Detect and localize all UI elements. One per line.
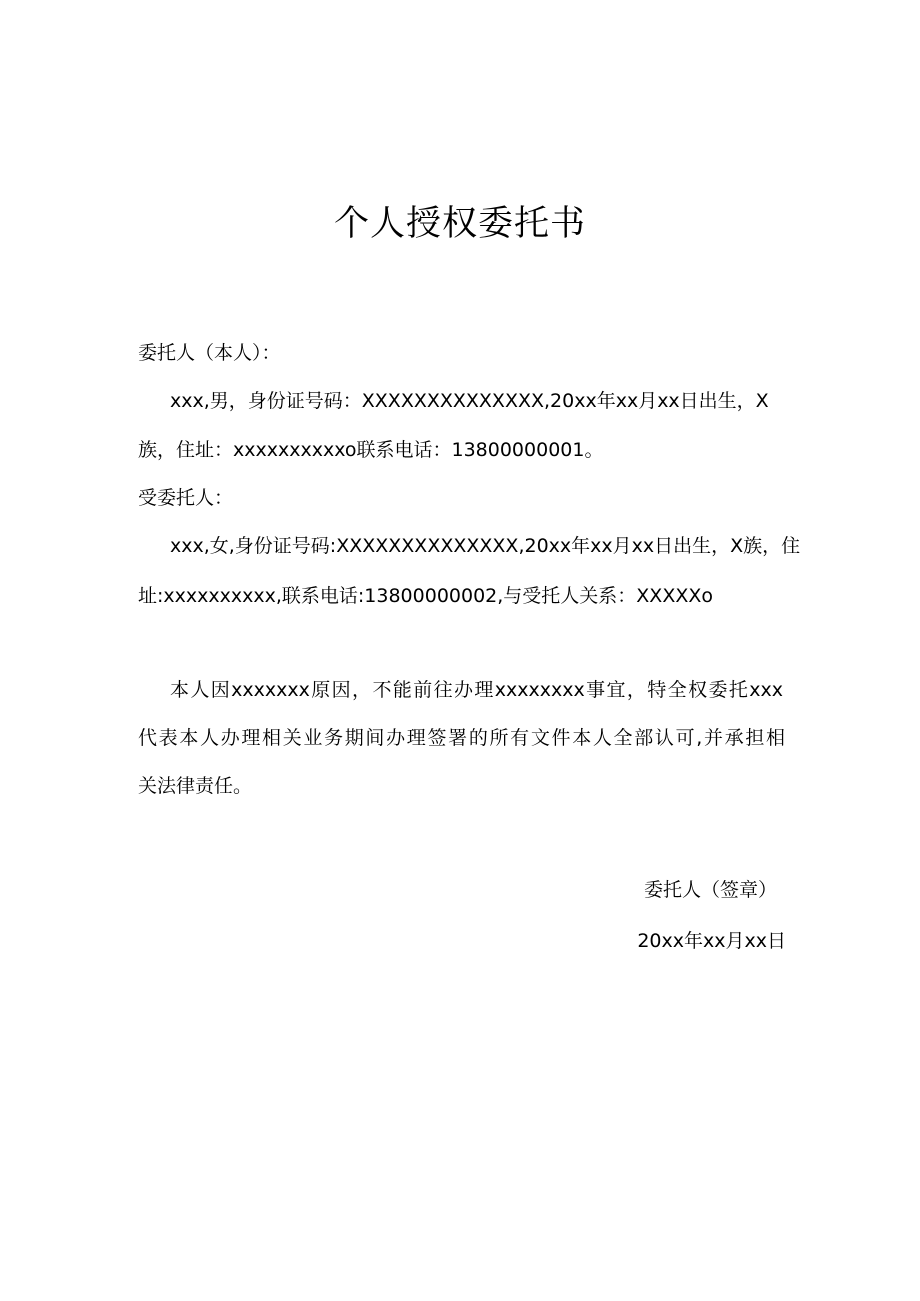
- signature-label: 委托人（签章）: [643, 879, 777, 901]
- body-paragraph-line-2: 代表本人办理相关业务期间办理签署的所有文件本人全部认可,并承担相: [138, 727, 785, 749]
- principal-info-line-2: 族，住址：xxxxxxxxxxo联系电话：13800000001。: [138, 439, 604, 461]
- body-paragraph-line-3: 关法律责任。: [138, 775, 253, 797]
- agent-heading: 受委托人：: [138, 487, 234, 509]
- principal-info-line-1: xxx,男，身份证号码：XXXXXXXXXXXXXX,20xx年xx月xx日出生，X: [170, 390, 769, 412]
- agent-info-line-1: xxx,女,身份证号码:XXXXXXXXXXXXXX,20xx年xx月xx日出生，X族，住: [170, 535, 801, 557]
- document-title: 个人授权委托书: [333, 204, 586, 244]
- agent-info-line-2: 址:xxxxxxxxxx,联系电话:13800000002,与受托人关系：XXXXXo: [138, 585, 714, 607]
- body-paragraph-line-1: 本人因xxxxxxx原因，不能前往办理xxxxxxxx事宜，特全权委托xxx: [170, 679, 783, 701]
- signature-date: 20xx年xx月xx日: [637, 930, 786, 952]
- principal-heading: 委托人（本人）：: [138, 342, 281, 364]
